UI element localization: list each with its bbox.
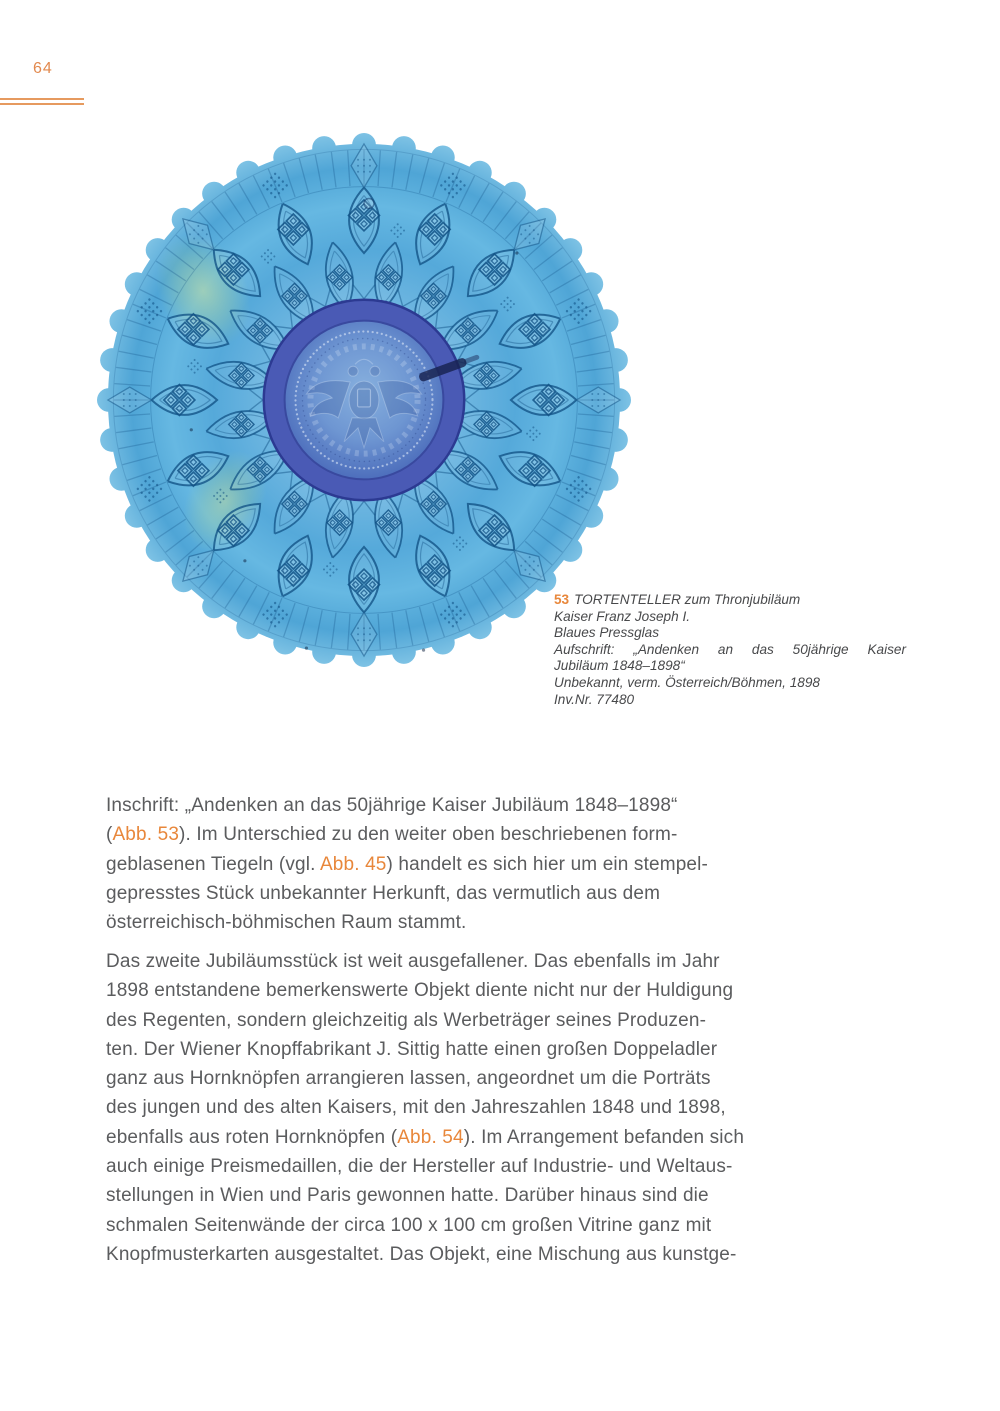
caption-title-line bbox=[554, 592, 906, 609]
figure-53-plate-photo bbox=[96, 132, 632, 668]
page-number: 64 bbox=[33, 60, 53, 77]
text-line: des Regenten, sondern gleichzeitig als Werbeträger seines Produzen- bbox=[106, 1009, 707, 1031]
text-line: ganz aus Hornknöpfen arrangieren lassen, angeordnet um die Porträts bbox=[106, 1068, 711, 1090]
text-line: 1898 entstandene bemerkenswerte Objekt diente nicht nur der Huldigung bbox=[106, 980, 734, 1002]
caption-lines bbox=[554, 609, 906, 709]
text-line: geblasenen Tiegeln (vgl. Abb. 45) handelt es sich hier um ein stempel- bbox=[106, 853, 708, 875]
text-line: des jungen und des alten Kaisers, mit den Jahreszahlen 1848 und 1898, bbox=[106, 1097, 726, 1119]
text-line: Unbekannt, verm. Österreich/Böhmen, 1898 bbox=[554, 674, 820, 690]
text-line: Kaiser Franz Joseph I. bbox=[554, 608, 690, 624]
text-line: Blaues Pressglas bbox=[554, 625, 660, 641]
figure-caption bbox=[554, 592, 906, 708]
caption-title: TORTENTELLER zum Thronjubiläum bbox=[574, 592, 801, 607]
body-paragraph-1 bbox=[106, 791, 786, 937]
text-line: auch einige Preismedaillen, die der Hersteller auf Industrie- und Weltaus- bbox=[106, 1156, 733, 1178]
text-line: Inv.Nr. 77480 bbox=[554, 691, 635, 707]
text-line: Inschrift: „Andenken an das 50jährige Kaiser Jubiläum 1848–1898“ bbox=[106, 795, 678, 816]
text-line: Aufschrift: „Andenken an das 50jährige Kaiser bbox=[554, 641, 906, 657]
text-line: stellungen in Wien und Paris gewonnen hatte. Darüber hinaus sind die bbox=[106, 1185, 709, 1207]
text-line: (Abb. 53). Im Unterschied zu den weiter oben beschriebenen form- bbox=[106, 824, 678, 846]
text-line: Knopfmusterkarten ausgestaltet. Das Objekt, eine Mischung aus kunstge- bbox=[106, 1243, 737, 1265]
text-line: österreichisch-böhmischen Raum stammt. bbox=[106, 912, 467, 934]
page-number-rule bbox=[0, 98, 84, 105]
body-paragraph-2 bbox=[106, 947, 786, 1269]
text-line: schmalen Seitenwände der circa 100 x 100 cm großen Vitrine ganz mit bbox=[106, 1214, 712, 1236]
text-line: ebenfalls aus roten Hornknöpfen (Abb. 54). Im Arrangement befanden sich bbox=[106, 1126, 745, 1148]
text-line: Das zweite Jubiläumsstück ist weit ausgefallener. Das ebenfalls im Jahr bbox=[106, 951, 720, 972]
text-line: gepresstes Stück unbekannter Herkunft, das vermutlich aus dem bbox=[106, 882, 661, 904]
caption-figure-number: 53 bbox=[554, 592, 570, 607]
pressed-glass-plate-image bbox=[96, 132, 632, 668]
text-line: ten. Der Wiener Knopffabrikant J. Sittig hatte einen großen Doppeladler bbox=[106, 1038, 718, 1060]
text-line: Jubiläum 1848–1898“ bbox=[554, 658, 685, 674]
